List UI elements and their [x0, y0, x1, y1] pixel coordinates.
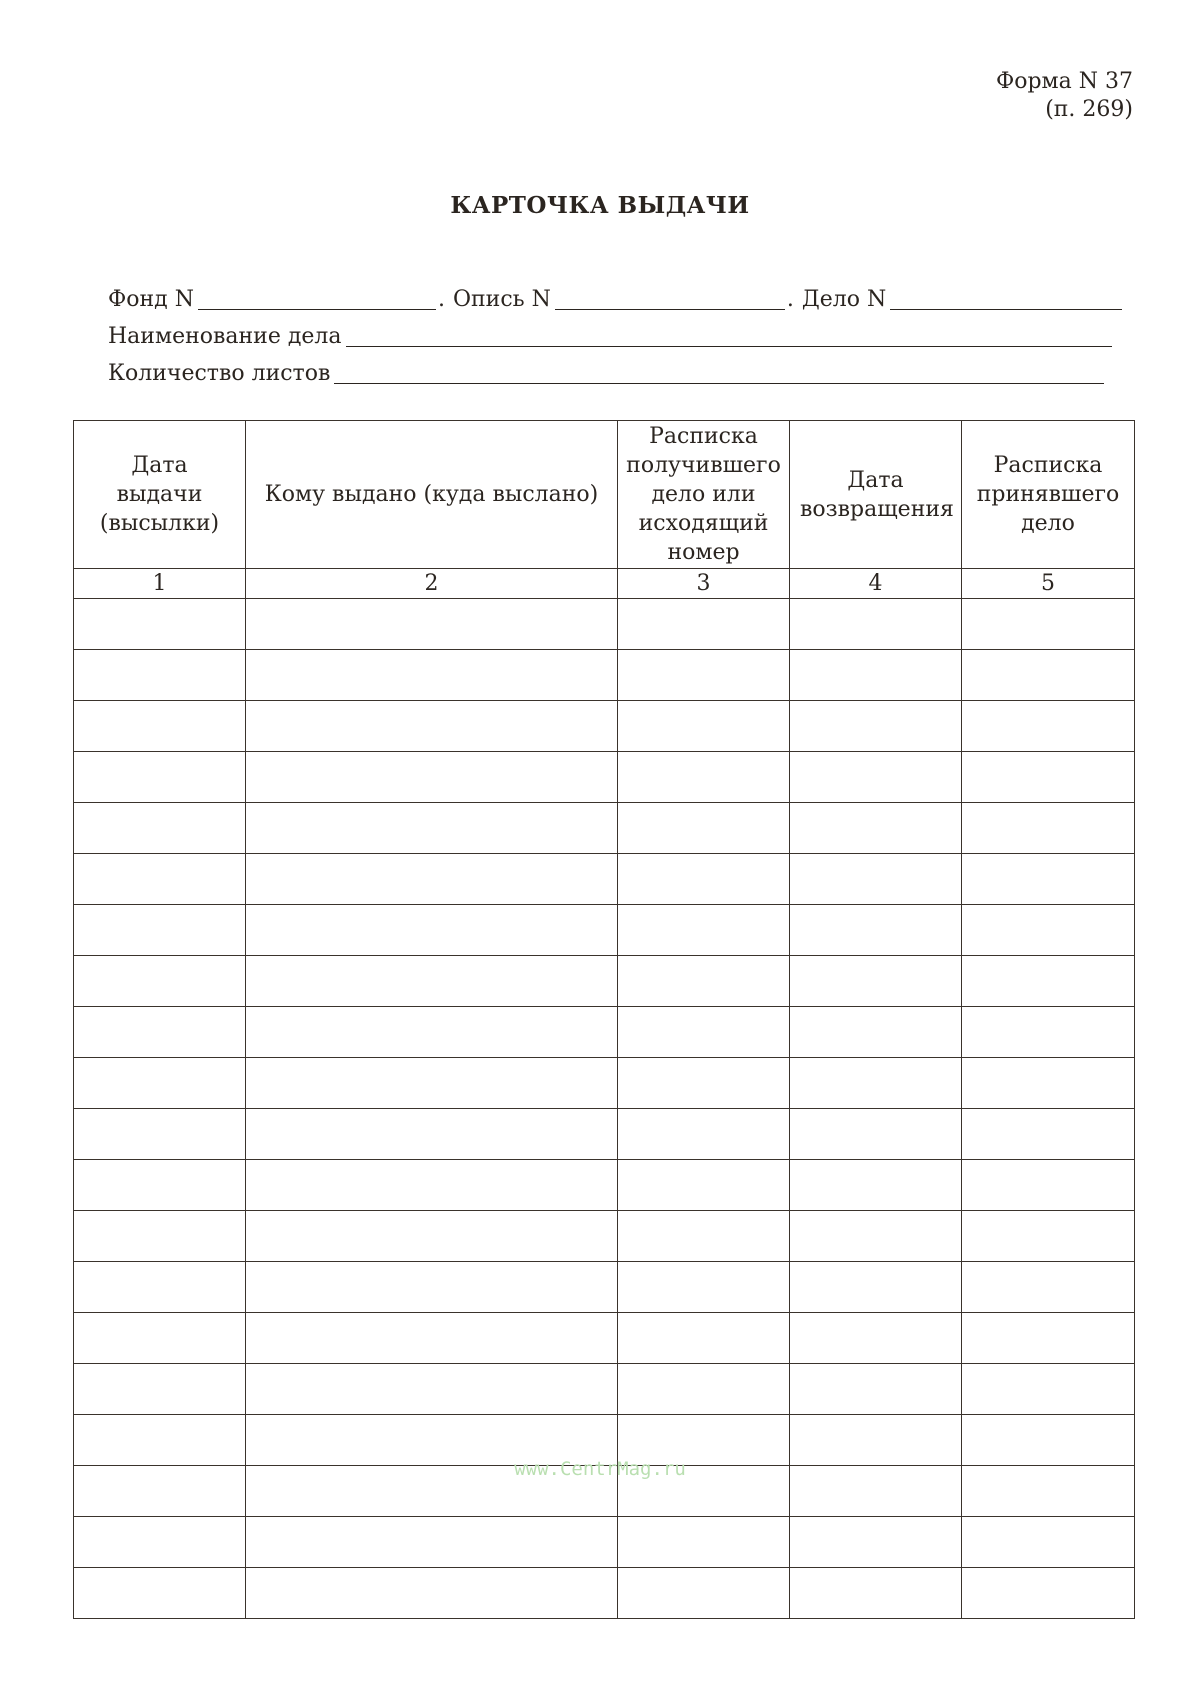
- table-cell[interactable]: [962, 1160, 1135, 1211]
- table-row: [74, 752, 1135, 803]
- table-cell[interactable]: [246, 1313, 618, 1364]
- delo-label: Дело N: [801, 287, 887, 312]
- table-cell[interactable]: [246, 1415, 618, 1466]
- table-cell[interactable]: [790, 1568, 962, 1619]
- table-cell[interactable]: [962, 905, 1135, 956]
- table-cell[interactable]: [790, 752, 962, 803]
- table-row: [74, 1415, 1135, 1466]
- table-cell[interactable]: [962, 1517, 1135, 1568]
- table-cell[interactable]: [246, 1262, 618, 1313]
- table-cell[interactable]: [962, 854, 1135, 905]
- table-cell[interactable]: [790, 1466, 962, 1517]
- table-cell[interactable]: [962, 650, 1135, 701]
- table-cell[interactable]: [246, 1211, 618, 1262]
- watermark: www.CentrMag.ru: [514, 1458, 686, 1480]
- table-cell[interactable]: [618, 701, 790, 752]
- table-cell[interactable]: [962, 1058, 1135, 1109]
- table-cell[interactable]: [962, 1262, 1135, 1313]
- table-cell[interactable]: [74, 752, 246, 803]
- table-cell[interactable]: [74, 1364, 246, 1415]
- separator: .: [437, 287, 445, 312]
- table-cell[interactable]: [246, 854, 618, 905]
- opis-label: Опись N: [452, 287, 551, 312]
- table-row: [74, 650, 1135, 701]
- case-name-label: Наименование дела: [108, 324, 342, 349]
- table-cell[interactable]: [74, 701, 246, 752]
- table-cell[interactable]: [246, 752, 618, 803]
- table-cell[interactable]: [74, 1517, 246, 1568]
- table-cell[interactable]: [74, 803, 246, 854]
- table-cell[interactable]: [618, 752, 790, 803]
- table-cell[interactable]: [618, 803, 790, 854]
- table-cell[interactable]: [962, 1466, 1135, 1517]
- table-cell[interactable]: [74, 1007, 246, 1058]
- table-cell[interactable]: [790, 599, 962, 650]
- table-cell[interactable]: [962, 1364, 1135, 1415]
- column-number: 3: [618, 569, 790, 599]
- table-cell[interactable]: [618, 1007, 790, 1058]
- table-cell[interactable]: [246, 599, 618, 650]
- table-cell[interactable]: [790, 1058, 962, 1109]
- table-cell[interactable]: [962, 956, 1135, 1007]
- table-cell[interactable]: [618, 1109, 790, 1160]
- table-cell[interactable]: [74, 1568, 246, 1619]
- table-cell[interactable]: [246, 1364, 618, 1415]
- table-cell[interactable]: [618, 1517, 790, 1568]
- table-row: [74, 854, 1135, 905]
- table-cell[interactable]: [790, 701, 962, 752]
- table-cell[interactable]: [74, 1415, 246, 1466]
- table-cell[interactable]: [618, 1466, 790, 1517]
- table-cell[interactable]: [74, 956, 246, 1007]
- table-cell[interactable]: [962, 1109, 1135, 1160]
- sheet-count-line: [108, 360, 1106, 388]
- table-row: [74, 803, 1135, 854]
- table-cell[interactable]: [962, 803, 1135, 854]
- table-row: [74, 1568, 1135, 1619]
- table-row: [74, 1058, 1135, 1109]
- table-cell[interactable]: [246, 1466, 618, 1517]
- table-cell[interactable]: [790, 1211, 962, 1262]
- table-cell[interactable]: [618, 1313, 790, 1364]
- table-cell[interactable]: [74, 599, 246, 650]
- table-cell[interactable]: [962, 1313, 1135, 1364]
- column-header-accepted-receipt: Расписка принявшего дело: [962, 421, 1135, 569]
- case-name-line: [108, 323, 1114, 351]
- column-number: 1: [74, 569, 246, 599]
- form-number: Форма N 37: [995, 69, 1133, 94]
- table-cell[interactable]: [74, 1160, 246, 1211]
- table-cell[interactable]: [74, 1466, 246, 1517]
- column-header-issue-date: Дата выдачи (высылки): [74, 421, 246, 569]
- column-header-receipt: Расписка получившего дело или исходящий номер: [618, 421, 790, 569]
- table-row: [74, 1466, 1135, 1517]
- table-cell[interactable]: [790, 803, 962, 854]
- table-cell[interactable]: [74, 1109, 246, 1160]
- table-cell[interactable]: [74, 1058, 246, 1109]
- issue-table: [73, 420, 1135, 1619]
- document-title: КАРТОЧКА ВЫДАЧИ: [450, 192, 750, 219]
- table-cell[interactable]: [962, 701, 1135, 752]
- table-cell[interactable]: [246, 905, 618, 956]
- table-cell[interactable]: [618, 650, 790, 701]
- table-cell[interactable]: [74, 1211, 246, 1262]
- table-cell[interactable]: [790, 905, 962, 956]
- table-cell[interactable]: [618, 854, 790, 905]
- table-cell[interactable]: [962, 1415, 1135, 1466]
- table-cell[interactable]: [790, 1262, 962, 1313]
- table-cell[interactable]: [962, 599, 1135, 650]
- table-cell[interactable]: [618, 1160, 790, 1211]
- table-cell[interactable]: [246, 1160, 618, 1211]
- table-body: [74, 599, 1135, 1619]
- table-cell[interactable]: [618, 1262, 790, 1313]
- table-row: [74, 1313, 1135, 1364]
- table-cell[interactable]: [618, 905, 790, 956]
- table-row: [74, 1364, 1135, 1415]
- table-cell[interactable]: [74, 1313, 246, 1364]
- table-row: [74, 905, 1135, 956]
- column-header-issued-to: Кому выдано (куда выслано): [246, 421, 618, 569]
- table-cell[interactable]: [790, 1415, 962, 1466]
- table-cell[interactable]: [790, 956, 962, 1007]
- table-cell[interactable]: [246, 1007, 618, 1058]
- table-cell[interactable]: [962, 752, 1135, 803]
- table-header-row: [74, 421, 1135, 569]
- table-cell[interactable]: [246, 1058, 618, 1109]
- table-cell[interactable]: [790, 650, 962, 701]
- table-row: [74, 956, 1135, 1007]
- fond-opis-delo-line: [108, 286, 1124, 314]
- table-cell[interactable]: [790, 854, 962, 905]
- case-name-field[interactable]: [346, 324, 1112, 347]
- table-cell[interactable]: [618, 956, 790, 1007]
- sheet-count-field[interactable]: [334, 361, 1104, 384]
- table-cell[interactable]: [618, 1568, 790, 1619]
- fond-label: Фонд N: [108, 287, 194, 312]
- table-cell[interactable]: [246, 1568, 618, 1619]
- table-cell[interactable]: [962, 1568, 1135, 1619]
- table-cell[interactable]: [790, 1517, 962, 1568]
- table-cell[interactable]: [246, 650, 618, 701]
- table-cell[interactable]: [74, 1262, 246, 1313]
- table-row: [74, 1007, 1135, 1058]
- sheet-count-label: Количество листов: [108, 361, 331, 386]
- table-cell[interactable]: [962, 1007, 1135, 1058]
- table-cell[interactable]: [790, 1007, 962, 1058]
- table-cell[interactable]: [246, 701, 618, 752]
- fond-number-field[interactable]: [198, 287, 436, 310]
- column-number-row: [74, 569, 1135, 599]
- separator: .: [786, 287, 794, 312]
- column-number: 2: [246, 569, 618, 599]
- table-cell[interactable]: [618, 1415, 790, 1466]
- table-cell[interactable]: [962, 1211, 1135, 1262]
- table-row: [74, 599, 1135, 650]
- column-number: 4: [790, 569, 962, 599]
- table-cell[interactable]: [246, 956, 618, 1007]
- table-cell[interactable]: [618, 1211, 790, 1262]
- table-row: [74, 701, 1135, 752]
- table-cell[interactable]: [790, 1160, 962, 1211]
- table-cell[interactable]: [74, 854, 246, 905]
- column-header-return-date: Дата возвращения: [790, 421, 962, 569]
- table-cell[interactable]: [790, 1313, 962, 1364]
- table-cell[interactable]: [246, 803, 618, 854]
- table-cell[interactable]: [74, 905, 246, 956]
- table-cell[interactable]: [790, 1109, 962, 1160]
- table-row: [74, 1517, 1135, 1568]
- table-row: [74, 1211, 1135, 1262]
- table-row: [74, 1262, 1135, 1313]
- table-cell[interactable]: [618, 1364, 790, 1415]
- table-row: [74, 1109, 1135, 1160]
- table-cell[interactable]: [618, 599, 790, 650]
- table-cell[interactable]: [74, 650, 246, 701]
- table-cell[interactable]: [246, 1109, 618, 1160]
- form-clause: (п. 269): [1045, 97, 1133, 122]
- delo-number-field[interactable]: [890, 287, 1122, 310]
- table-row: [74, 1160, 1135, 1211]
- table-cell[interactable]: [618, 1058, 790, 1109]
- opis-number-field[interactable]: [555, 287, 785, 310]
- column-number: 5: [962, 569, 1135, 599]
- form-reference: [996, 68, 1133, 124]
- table-cell[interactable]: [246, 1517, 618, 1568]
- table-cell[interactable]: [790, 1364, 962, 1415]
